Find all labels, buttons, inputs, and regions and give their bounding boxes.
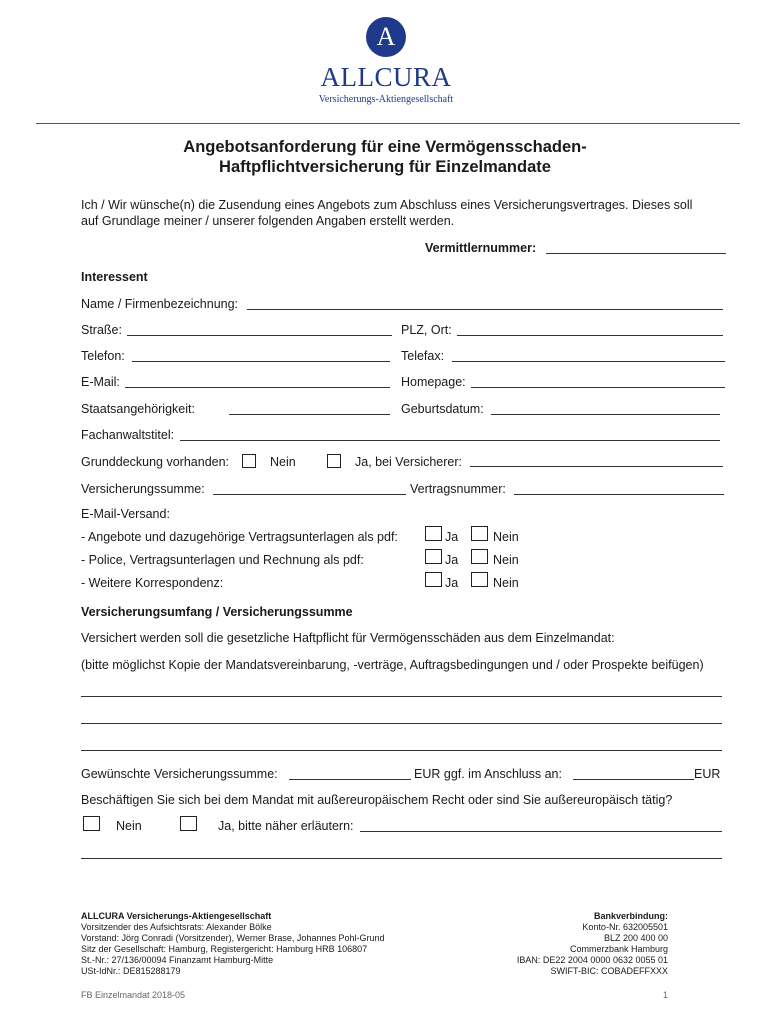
strasse-field[interactable] <box>127 335 392 336</box>
staatsangehoerigkeit-field[interactable] <box>229 414 390 415</box>
form-title-line2: Haftpflichtversicherung für Einzelmandate <box>219 158 551 176</box>
versicherer-field[interactable] <box>470 466 723 467</box>
telefon-field[interactable] <box>132 361 390 362</box>
korrespondenz-ja-checkbox[interactable] <box>425 572 442 587</box>
name-field[interactable] <box>247 309 723 310</box>
telefax-label: Telefax: <box>401 349 445 363</box>
umfang-field-line2[interactable] <box>81 723 722 724</box>
footer-left-line: Sitz der Gesellschaft: Hamburg, Registergericht: Hamburg HRB 106807 <box>81 944 368 954</box>
fachanwaltstitel-field[interactable] <box>180 440 720 441</box>
korrespondenz-nein-label: Nein <box>493 576 519 590</box>
footer-right-line: Commerzbank Hamburg <box>569 944 668 954</box>
umfang-heading: Versicherungsumfang / Versicherungssumme <box>81 605 353 619</box>
gewuenscht-field[interactable] <box>289 779 411 780</box>
angebote-nein-checkbox[interactable] <box>471 526 488 541</box>
vertragsnummer-field[interactable] <box>514 494 724 495</box>
geburtsdatum-field[interactable] <box>491 414 720 415</box>
footer-left-line: Vorstand: Jörg Conradi (Vorsitzender), Werner Brase, Johannes Pohl-Grund <box>81 933 385 943</box>
police-nein-checkbox[interactable] <box>471 549 488 564</box>
page-number: 1 <box>662 990 668 1000</box>
footer-right-line: SWIFT-BIC: COBADEFFXXX <box>550 966 668 976</box>
recht-ja-label: Ja, bitte näher erläutern: <box>218 819 354 833</box>
versand-item-angebote: - Angebote und dazugehörige Vertragsunterlagen als pdf: <box>81 530 398 544</box>
footer-right-line: IBAN: DE22 2004 0000 0632 0055 01 <box>516 955 668 965</box>
grunddeckung-ja-label: Ja, bei Versicherer: <box>355 455 462 469</box>
footer-left-line: St.-Nr.: 27/136/00094 Finanzamt Hamburg-Mitte <box>81 955 274 965</box>
angebote-ja-checkbox[interactable] <box>425 526 442 541</box>
logo-subtitle: Versicherungs-Aktiengesellschaft <box>318 94 454 105</box>
fachanwaltstitel-label: Fachanwaltstitel: <box>81 428 175 442</box>
footer-left-line: Vorsitzender des Aufsichtsrats: Alexander Bölke <box>81 922 272 932</box>
erlaeuterung-field-line2[interactable] <box>81 858 722 859</box>
form-title-line1: Angebotsanforderung für eine Vermögensschaden- <box>183 138 587 156</box>
umfang-field-line3[interactable] <box>81 750 722 751</box>
homepage-label: Homepage: <box>401 375 466 389</box>
gewuenscht-label: Gewünschte Versicherungssumme: <box>81 767 278 781</box>
recht-question: Beschäftigen Sie sich bei dem Mandat mit außereuropäischem Recht oder sind Sie außereuropäisch tätig? <box>81 793 673 807</box>
header-divider <box>36 123 740 124</box>
intro-line2: auf Grundlage meiner / unserer folgenden Angaben erstellt werden. <box>81 214 455 228</box>
geburtsdatum-label: Geburtsdatum: <box>401 402 484 416</box>
police-ja-checkbox[interactable] <box>425 549 442 564</box>
footer-company: ALLCURA Versicherungs-Aktiengesellschaft <box>81 911 272 921</box>
vermittler-label: Vermittlernummer: <box>425 241 537 255</box>
recht-nein-label: Nein <box>116 819 142 833</box>
korrespondenz-nein-checkbox[interactable] <box>471 572 488 587</box>
anschluss-field[interactable] <box>573 779 694 780</box>
angebote-ja-label: Ja <box>445 530 459 544</box>
versand-item-korrespondenz: - Weitere Korrespondenz: <box>81 576 224 590</box>
intro-line1: Ich / Wir wünsche(n) die Zusendung eines Angebots zum Abschluss eines Versicherungsvertrages. Dieses soll <box>81 198 693 212</box>
footer-right-line: BLZ 200 400 00 <box>603 933 668 943</box>
umfang-text1: Versichert werden soll die gesetzliche Haftpflicht für Vermögensschäden aus dem Einzelmandat: <box>81 631 615 645</box>
angebote-nein-label: Nein <box>493 530 519 544</box>
email-versand-heading: E-Mail-Versand: <box>81 507 170 521</box>
staatsangehoerigkeit-label: Staatsangehörigkeit: <box>81 402 195 416</box>
versicherungssumme-field[interactable] <box>213 494 406 495</box>
eur-ggf-label: EUR ggf. im Anschluss an: <box>414 767 562 781</box>
footer-right-line: Konto-Nr. 632005501 <box>582 922 668 932</box>
telefax-field[interactable] <box>452 361 725 362</box>
telefon-label: Telefon: <box>81 349 125 363</box>
logo-name: ALLCURA <box>320 62 452 92</box>
footer-left-line: USt-IdNr.: DE815288179 <box>81 966 181 976</box>
recht-nein-checkbox[interactable] <box>83 816 100 831</box>
vermittler-field[interactable] <box>546 253 726 254</box>
grunddeckung-nein-label: Nein <box>270 455 296 469</box>
versicherungssumme-label: Versicherungssumme: <box>81 482 205 496</box>
umfang-text2: (bitte möglichst Kopie der Mandatsvereinbarung, -verträge, Auftragsbedingungen und / oder Prospekte beifügen) <box>81 658 704 672</box>
eur-label: EUR <box>694 767 721 781</box>
vertragsnummer-label: Vertragsnummer: <box>410 482 506 496</box>
strasse-label: Straße: <box>81 323 122 337</box>
name-label: Name / Firmenbezeichnung: <box>81 297 239 311</box>
email-label: E-Mail: <box>81 375 120 389</box>
form-code: FB Einzelmandat 2018-05 <box>81 990 186 1000</box>
plz-label: PLZ, Ort: <box>401 323 452 337</box>
email-field[interactable] <box>125 387 390 388</box>
footer-bank-heading: Bankverbindung: <box>593 911 668 921</box>
homepage-field[interactable] <box>471 387 725 388</box>
grunddeckung-label: Grunddeckung vorhanden: <box>81 455 230 469</box>
versand-item-police: - Police, Vertragsunterlagen und Rechnung als pdf: <box>81 553 364 567</box>
interessent-heading: Interessent <box>81 270 148 284</box>
umfang-field-line1[interactable] <box>81 696 722 697</box>
erlaeuterung-field[interactable] <box>360 831 722 832</box>
grunddeckung-nein-checkbox[interactable] <box>242 454 256 468</box>
recht-ja-checkbox[interactable] <box>180 816 197 831</box>
korrespondenz-ja-label: Ja <box>445 576 459 590</box>
police-nein-label: Nein <box>493 553 519 567</box>
plz-field[interactable] <box>457 335 723 336</box>
police-ja-label: Ja <box>445 553 459 567</box>
grunddeckung-ja-checkbox[interactable] <box>327 454 341 468</box>
allcura-logo-icon: A <box>366 17 406 57</box>
